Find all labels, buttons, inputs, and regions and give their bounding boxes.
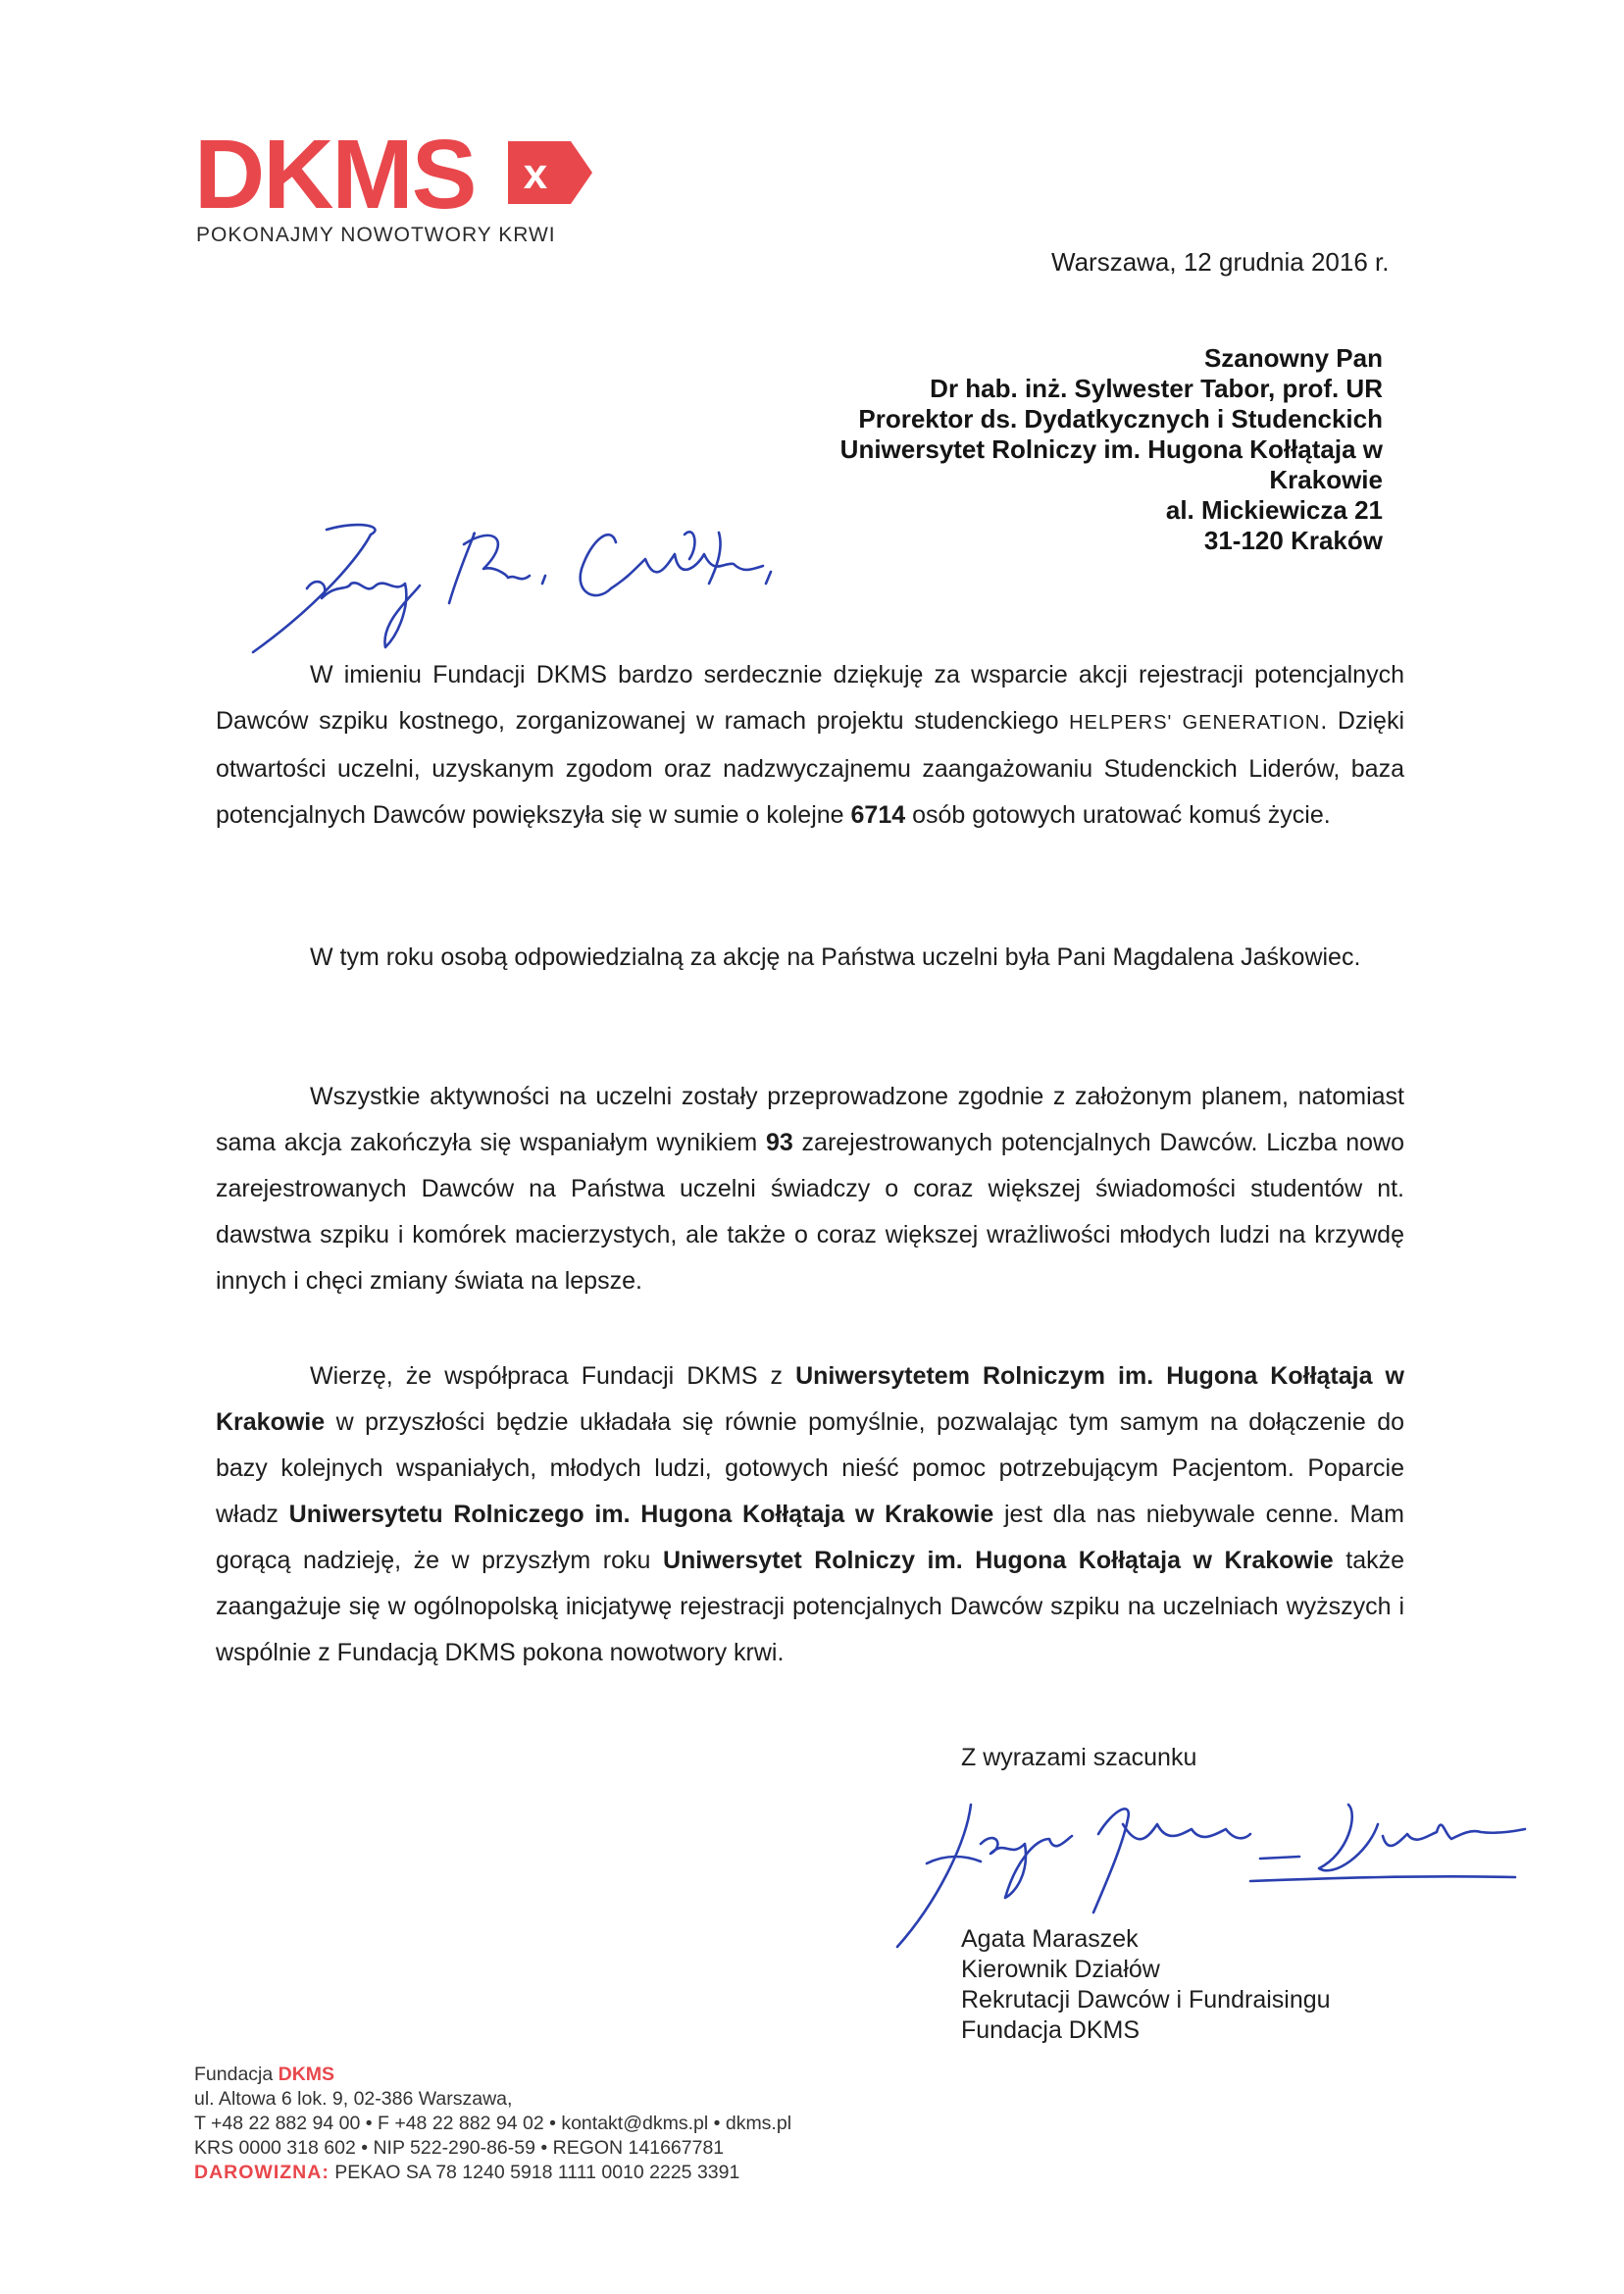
- logo-arrow-icon: [506, 137, 594, 208]
- project-name: HELPERS' GENERATION: [1069, 712, 1321, 734]
- signer-title: Rekrutacji Dawców i Fundraisingu: [961, 1986, 1331, 2014]
- recipient-line: Krakowie: [1269, 465, 1383, 494]
- paragraph-text: W tym roku osobą odpowiedzialną za akcję na Państwa uczelni była Pani Magdalena Jaśkowiec.: [310, 943, 1361, 971]
- footer-donation-label: DAROWIZNA:: [194, 2162, 330, 2183]
- recipient-line: Szanowny Pan: [1203, 343, 1383, 373]
- paragraph-text: w przyszłości będzie układała się równie pomyślnie, pozwalając tym samym na dołączenie do bazy kolejnych wspaniałych, młodych ludzi, gotowych nieść pomoc potrzebującym Pacjentom. Poparcie władz: [216, 1408, 1404, 1528]
- logo-tagline: POKONAJMY NOWOTWORY KRWI: [196, 224, 556, 246]
- signer-block: [961, 1924, 1331, 2046]
- recipient-line: al. Mickiewicza 21: [1165, 495, 1383, 525]
- footer-donation-account: PEKAO SA 78 1240 5918 1111 0010 2225 3391: [329, 2162, 740, 2183]
- recipient-line: Prorektor ds. Dydatkycznych i Studenckich: [858, 404, 1383, 433]
- footer-donation: [194, 2161, 791, 2185]
- donor-count: 6714: [850, 801, 906, 829]
- recipient-line: Dr hab. inż. Sylwester Tabor, prof. UR: [930, 374, 1383, 403]
- closing-phrase: Z wyrazami szacunku: [961, 1744, 1197, 1771]
- footer-contact: T +48 22 882 94 00 • F +48 22 882 94 02 • kontakt@dkms.pl • dkms.pl: [194, 2113, 792, 2134]
- footer-org: [194, 2063, 791, 2087]
- paragraph-text: . Dzięki otwartości uczelni, uzyskanym zgodom oraz nadzwyczajnemu zaangażowaniu Studenckich Liderów, baza potencjalnych Dawców powiększyła się w sumie o kolejne: [216, 707, 1404, 829]
- footer-registry: KRS 0000 318 602 • NIP 522-290-86-59 • REGON 141667781: [194, 2137, 725, 2159]
- signer-title: Kierownik Działów: [961, 1956, 1160, 1983]
- paragraph-text: zarejestrowanych potencjalnych Dawców. Liczba nowo zarejestrowanych Dawców na Państwa uczelni świadczy o coraz większej świadomości studentów nt. dawstwa szpiku i komórek macierzystych, ale także o coraz większej wrażliwości młodych ludzi na krzywdę innych i chęci zmiany świata na lepsze.: [216, 1129, 1404, 1295]
- letter-date: Warszawa, 12 grudnia 2016 r.: [1051, 247, 1390, 277]
- paragraph-responsible-person: [216, 935, 1404, 981]
- footer-org-brand: DKMS: [278, 2064, 335, 2085]
- logo-wordmark: DKMS: [194, 120, 476, 229]
- university-name: Uniwersytet Rolniczy im. Hugona Kołłątaja w Krakowie: [662, 1547, 1334, 1574]
- paragraph-text: także zaangażuje się w ogólnopolską inicjatywę rejestracji potencjalnych Dawców szpiku na uczelniach wyższych i wspólnie z Fundacją DKMS pokona nowotwory krwi.: [216, 1547, 1404, 1666]
- handwritten-salutation: [214, 515, 881, 667]
- signer-organization: Fundacja DKMS: [961, 2016, 1141, 2044]
- paragraph-text: osób gotowych uratować komuś życie.: [905, 801, 1331, 829]
- paragraph-text: W imieniu Fundacji DKMS bardzo serdecznie dziękuję za wsparcie akcji rejestracji potencjalnych Dawców szpiku kostnego, zorganizowanej w ramach projektu studenckiego: [216, 661, 1404, 735]
- svg-text:x: x: [523, 150, 548, 198]
- recipient-line: Uniwersytet Rolniczy im. Hugona Kołłątaja w: [839, 434, 1383, 464]
- footer-org-prefix: Fundacja: [194, 2064, 279, 2085]
- recipient-line: 31-120 Kraków: [1203, 526, 1383, 555]
- letterhead-footer: [194, 2063, 791, 2185]
- university-name: Uniwersytetu Rolniczego im. Hugona Kołłątaja w Krakowie: [288, 1501, 994, 1528]
- paragraph-cooperation: [216, 1353, 1404, 1676]
- paragraph-text: Wszystkie aktywności na uczelni zostały przeprowadzone zgodnie z założonym planem, natomiast sama akcja zakończyła się wspaniałym wynikiem: [216, 1083, 1404, 1156]
- paragraph-results: [216, 1074, 1404, 1304]
- footer-address: ul. Altowa 6 lok. 9, 02-386 Warszawa,: [194, 2088, 513, 2110]
- paragraph-text: Wierzę, że współpraca Fundacji DKMS z: [310, 1362, 796, 1390]
- university-name: Uniwersytetem Rolniczym im. Hugona Kołłątaja w Krakowie: [216, 1362, 1405, 1436]
- registered-count: 93: [765, 1129, 793, 1156]
- paragraph-text: jest dla nas niebywale cenne. Mam gorącą nadzieję, że w przyszłym roku: [216, 1501, 1404, 1574]
- recipient-address: [840, 343, 1383, 556]
- signer-name: Agata Maraszek: [961, 1925, 1139, 1953]
- paragraph-thanks: [216, 652, 1404, 839]
